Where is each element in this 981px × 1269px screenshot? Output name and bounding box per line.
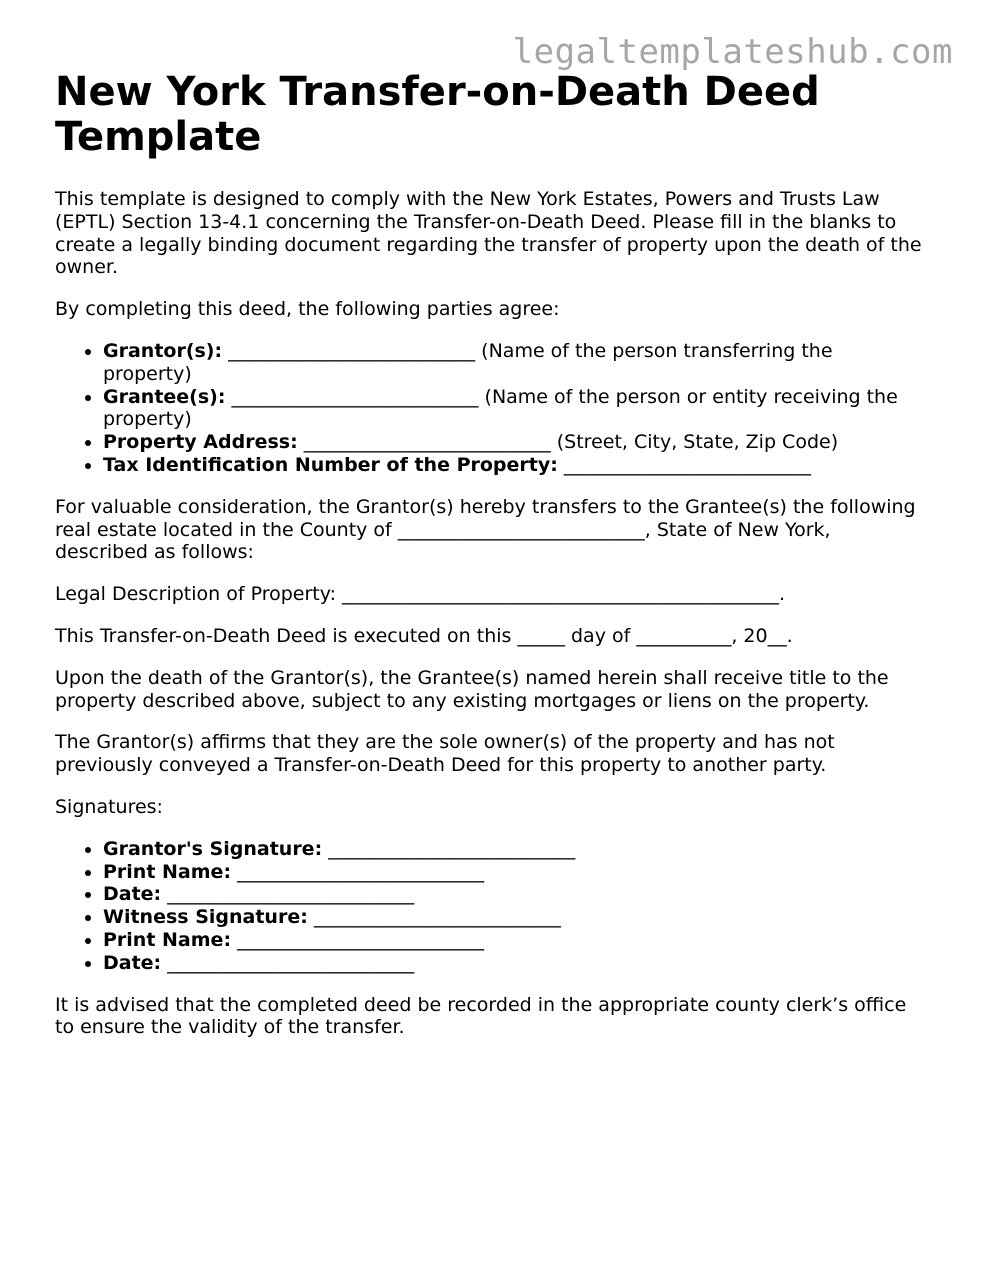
affirm-paragraph: The Grantor(s) affirms that they are the sole owner(s) of the property and has not previously conveyed a Transfer-on-Death Deed for this property to another party. — [55, 731, 835, 777]
field-label: Property Address: — [103, 431, 298, 454]
signatures-heading: Signatures: — [55, 795, 163, 818]
signatures-list — [55, 838, 925, 975]
field-blank: __________________________ — [307, 906, 561, 929]
list-item — [103, 929, 925, 952]
watermark: legaltemplateshub.com — [512, 32, 953, 72]
field-blank: __________________________ — [231, 928, 485, 951]
list-item — [103, 340, 925, 386]
field-blank: __________________________ (Street, City, State, Zip Code) — [297, 431, 839, 454]
list-item — [103, 454, 925, 477]
list-item — [103, 906, 925, 929]
field-label: Date: — [103, 883, 162, 906]
executed-paragraph: This Transfer-on-Death Deed is executed on this _____ day of __________, 20__. — [55, 624, 793, 647]
legal-description-paragraph: Legal Description of Property: ______________________________________________. — [55, 583, 786, 606]
field-label: Print Name: — [103, 928, 232, 951]
list-item — [103, 386, 925, 432]
list-item — [103, 952, 925, 975]
list-item — [103, 838, 925, 861]
field-label: Grantor(s): — [103, 339, 223, 362]
intro-paragraph: This template is designed to comply with the New York Estates, Powers and Trusts Law (EPTL) Section 13-4.1 concerning the Transfer-on-Death Deed. Please fill in the blanks to create a legally binding document regarding the transfer of property upon the death of the owner. — [55, 188, 922, 279]
list-item — [103, 883, 925, 906]
list-item — [103, 861, 925, 884]
field-label: Grantor's Signature: — [103, 837, 323, 860]
field-blank: __________________________ — [161, 883, 415, 906]
field-label: Grantee(s): — [103, 385, 226, 408]
field-blank: __________________________ — [231, 860, 485, 883]
document-body — [55, 188, 925, 1058]
field-blank: __________________________ — [557, 453, 811, 476]
field-blank: __________________________ — [161, 951, 415, 974]
field-label: Witness Signature: — [103, 906, 308, 929]
field-label: Print Name: — [103, 860, 232, 883]
advice-paragraph: It is advised that the completed deed be recorded in the appropriate county clerk’s office to ensure the validity of the transfer. — [55, 993, 907, 1039]
field-blank: __________________________ — [322, 837, 576, 860]
upon-death-paragraph: Upon the death of the Grantor(s), the Grantee(s) named herein shall receive title to the property described above, subject to any existing mortgages or liens on the property. — [55, 666, 889, 712]
agree-paragraph: By completing this deed, the following parties agree: — [55, 298, 560, 321]
field-label: Date: — [103, 951, 162, 974]
consideration-paragraph: For valuable consideration, the Grantor(s) hereby transfers to the Grantee(s) the following real estate located in the County of __________________________, State of New York, described as follows: — [55, 495, 916, 564]
field-blank: __________________________ (Name of the person or entity receiving the property) — [103, 385, 898, 431]
field-label: Tax Identification Number of the Property: — [103, 453, 558, 476]
document-title: New York Transfer-on-Death Deed Template — [55, 69, 820, 160]
list-item — [103, 431, 925, 454]
parties-list — [55, 340, 925, 477]
field-blank: __________________________ (Name of the person transferring the property) — [103, 339, 833, 385]
